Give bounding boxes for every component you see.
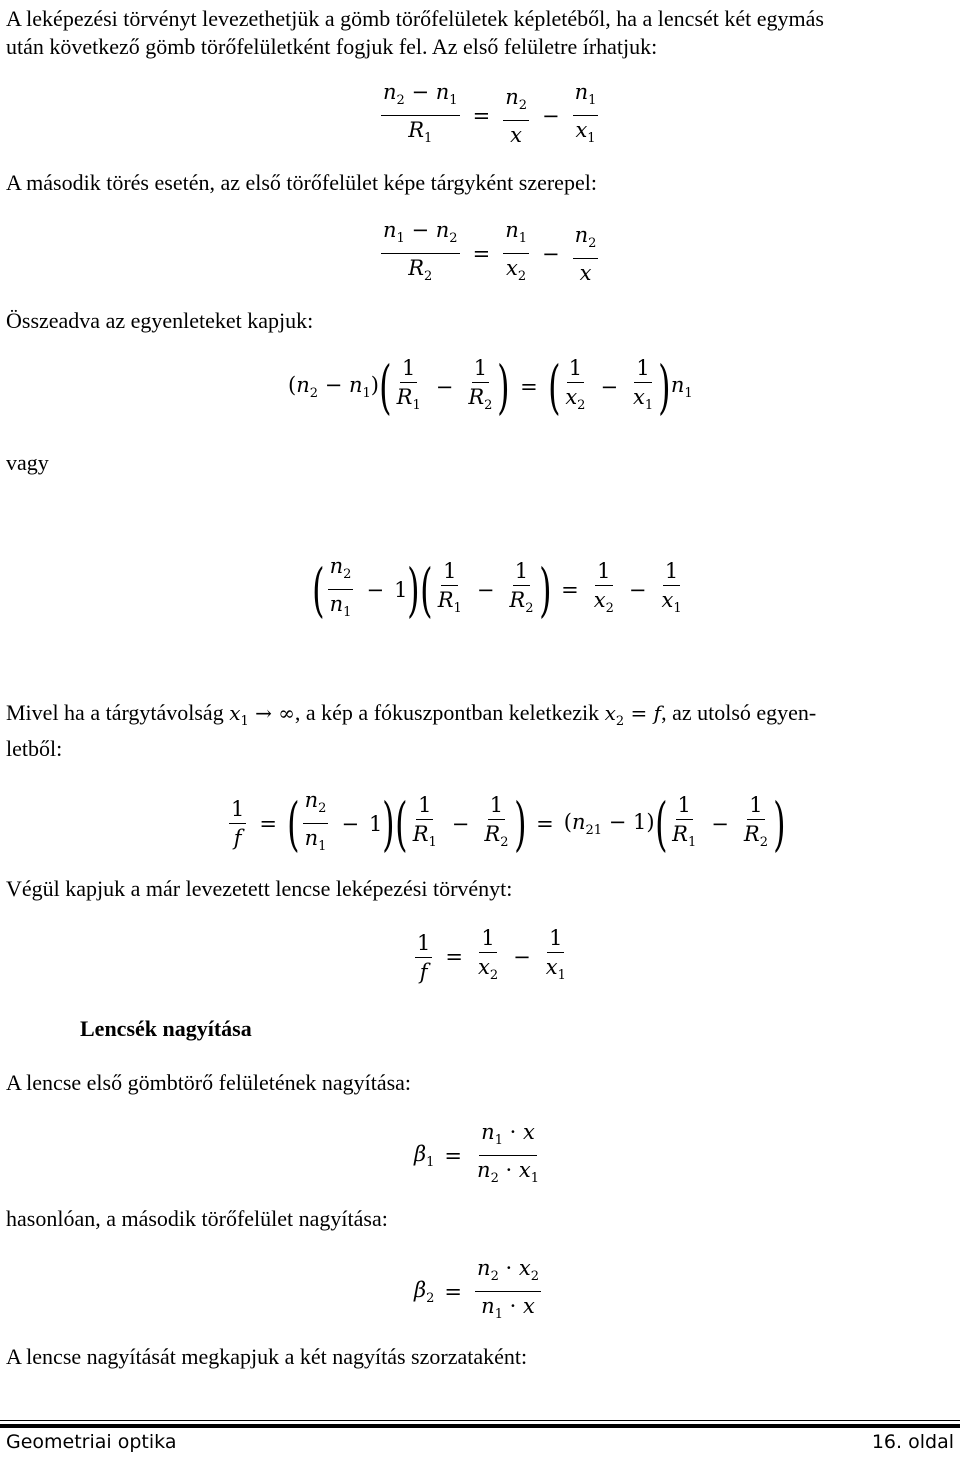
intro-line-1: A leképezési törvényt levezethetjük a gömb törőfelületek képletéből, ha a lencsét két egymás (6, 6, 824, 31)
summed-text: Összeadva az egyenleteket kapjuk: (6, 308, 314, 333)
equation-first-surface: $\frac{n_2 - n_1}{R_1}$ = $\frac{n_2}{x}$ − $\frac{n_1}{x_1}$ (383, 80, 597, 147)
equation-lensmaker-form: ( $\frac{n_2}{n_1}$ − 1 ) ( $\frac{1}{R_1}$ − $\frac{1}{R_2}$ ) = $\frac{1}{x_2}$ − $\frac{1}{x_1}$ (312, 554, 682, 624)
since-line-1 (6, 700, 816, 735)
first-surface-mag-text: A lencse első gömbtörő felületének nagyítása: (6, 1070, 412, 1095)
since-line-2: letből: (6, 736, 63, 761)
inline-math-x1-infinity: $x_1$ → ∞ (229, 701, 295, 729)
intro-line-2: után következő gömb törőfelületként fogjuk fel. Az első felületre írhatjuk: (6, 34, 658, 59)
equation-lens-law: $\frac{1}{f}$ = $\frac{1}{x_2}$ − $\frac{1}{x_1}$ (417, 926, 566, 984)
inline-math-x2-f: $x_2 = f$ (604, 701, 662, 729)
since-text-c: , az utolsó egyen- (661, 700, 817, 725)
equation-beta2: $\beta_2$ = $\frac{n_2 \cdot x_2}{n_1 \cdot x}$ (414, 1256, 539, 1322)
equation-beta1: $\beta_1$ = $\frac{n_1 \cdot x}{n_2 \cdot x_1}$ (414, 1120, 539, 1186)
equation-focal-length: $\frac{1}{f}$ = ( $\frac{n_2}{n_1}$ − 1 ) ( $\frac{1}{R_1}$ − $\frac{1}{R_2}$ ) = $(n_{21} - 1)$ ( $\frac{1}{R_1}$ − $\frac{1}{R_2}$ ) (231, 788, 786, 858)
product-text: A lencse nagyítását megkapjuk a két nagyítás szorzataként: (6, 1344, 528, 1369)
or-text: vagy (6, 450, 49, 475)
second-refraction-text: A második törés esetén, az első törőfelület képe tárgyként szerepel: (6, 170, 597, 195)
page-number: 16. oldal (871, 1431, 954, 1453)
section-heading: Lencsék nagyítása (80, 1016, 252, 1041)
equation-second-surface: $\frac{n_1 - n_2}{R_2}$ = $\frac{n_1}{x_2}$ − $\frac{n_2}{x}$ (383, 218, 597, 285)
finally-text: Végül kapjuk a már levezetett lencse leképezési törvényt: (6, 876, 513, 901)
footer-rule-thin (0, 1420, 960, 1421)
since-text-a: Mivel ha a tárgytávolság (6, 700, 224, 725)
footer-title: Geometriai optika (6, 1431, 177, 1453)
equation-sum: $(n_2 - n_1)$ ( $\frac{1}{R_1}$ − $\frac{1}{R_2}$ ) = ( $\frac{1}{x_2}$ − $\frac{1}{x_1}$ ) $n_1$ (288, 353, 693, 421)
since-text-b: , a kép a fókuszpontban keletkezik (294, 700, 600, 725)
second-surface-mag-text: hasonlóan, a második törőfelület nagyítása: (6, 1206, 388, 1231)
footer-rule-thick (0, 1424, 960, 1428)
